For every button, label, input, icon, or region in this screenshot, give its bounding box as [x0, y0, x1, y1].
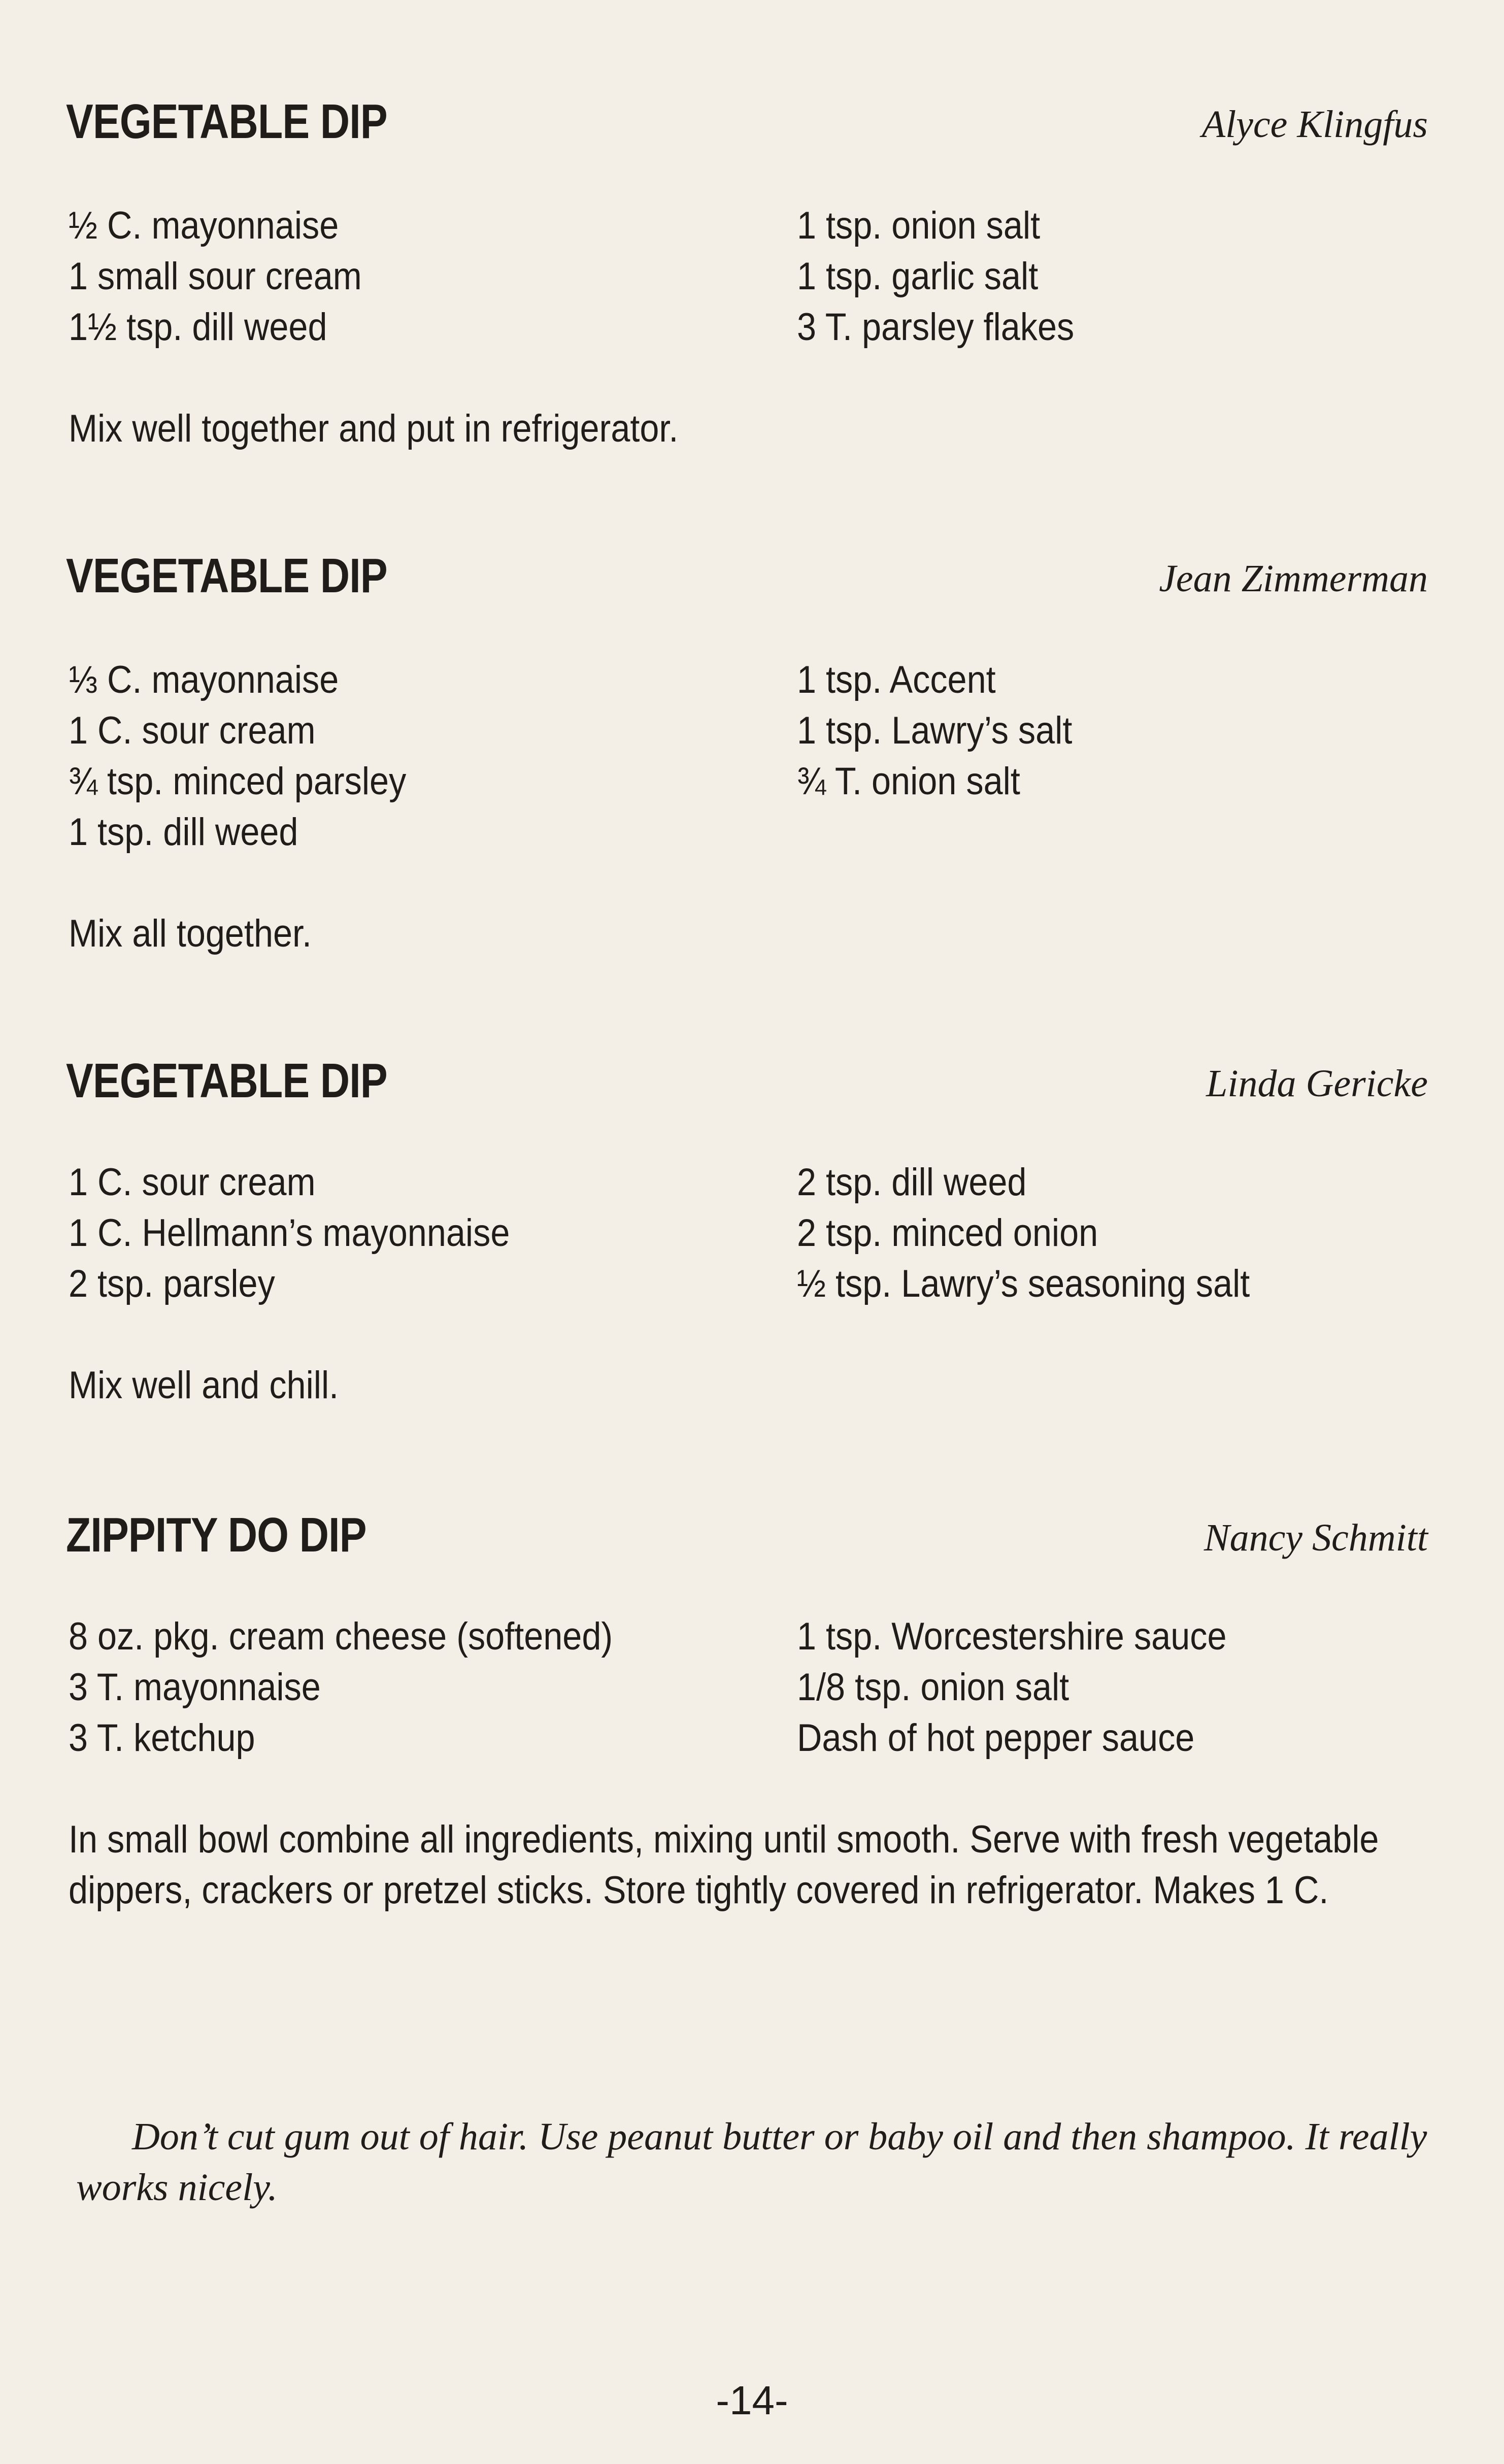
ingredient: 3 T. ketchup — [69, 1716, 255, 1760]
ingredient: 1 C. Hellmann’s mayonnaise — [69, 1211, 510, 1255]
ingredient: 1 C. sour cream — [69, 1161, 316, 1204]
ingredient: Dash of hot pepper sauce — [797, 1716, 1195, 1760]
recipe-title: VEGETABLE DIP — [66, 1054, 387, 1108]
ingredient: 1 tsp. dill weed — [69, 811, 298, 854]
ingredients-left — [69, 655, 444, 858]
ingredient: ½ tsp. Lawry’s seasoning salt — [797, 1262, 1250, 1305]
recipe-title: VEGETABLE DIP — [66, 94, 387, 149]
ingredient: ¾ T. onion salt — [797, 760, 1020, 803]
ingredients-right — [797, 1157, 1300, 1309]
recipe-instructions-line: dippers, crackers or pretzel sticks. Store tightly covered in refrigerator. Makes 1 C. — [69, 1869, 1329, 1912]
ingredient: 1 C. sour cream — [69, 709, 316, 752]
ingredients-right — [797, 655, 1103, 807]
recipe-author: Linda Gericke — [1206, 1062, 1428, 1105]
ingredient: 2 tsp. dill weed — [797, 1161, 1027, 1204]
ingredient: ½ C. mayonnaise — [69, 204, 339, 247]
recipe-author: Alyce Klingfus — [1201, 103, 1428, 146]
ingredient: 3 T. parsley flakes — [797, 306, 1075, 349]
ingredient: 1 small sour cream — [69, 255, 362, 298]
ingredients-right — [797, 200, 1105, 353]
household-tip: Don’t cut gum out of hair. Use peanut butter or baby oil and then shampoo. It really works nicely. — [76, 2115, 1427, 2209]
ingredients-left — [69, 1157, 559, 1309]
recipe-title: VEGETABLE DIP — [66, 549, 387, 603]
ingredient: 1 tsp. Lawry’s salt — [797, 709, 1073, 752]
page-number: -14- — [716, 2378, 788, 2423]
ingredient: 8 oz. pkg. cream cheese (softened) — [69, 1615, 613, 1658]
ingredient: 3 T. mayonnaise — [69, 1666, 321, 1709]
ingredient: ⅓ C. mayonnaise — [69, 658, 339, 701]
recipe-instructions: Mix well together and put in refrigerator. — [69, 407, 679, 450]
ingredient: 2 tsp. minced onion — [797, 1211, 1098, 1255]
recipe-instructions: Mix all together. — [69, 912, 312, 955]
ingredients-right — [797, 1611, 1275, 1764]
ingredient: ¾ tsp. minced parsley — [69, 760, 407, 803]
recipe-author: Jean Zimmerman — [1159, 557, 1428, 600]
recipe-title: ZIPPITY DO DIP — [66, 1508, 366, 1562]
recipe-instructions-line: In small bowl combine all ingredients, mixing until smooth. Serve with fresh vegetable — [69, 1818, 1379, 1861]
ingredient: 2 tsp. parsley — [69, 1262, 275, 1305]
ingredients-left — [69, 200, 394, 353]
recipe-instructions: Mix well and chill. — [69, 1364, 339, 1407]
ingredient: 1 tsp. Worcestershire sauce — [797, 1615, 1227, 1658]
ingredient: 1½ tsp. dill weed — [69, 306, 327, 349]
recipe-author: Nancy Schmitt — [1204, 1516, 1428, 1559]
ingredient: 1/8 tsp. onion salt — [797, 1666, 1069, 1709]
ingredient: 1 tsp. Accent — [797, 658, 996, 701]
ingredient: 1 tsp. garlic salt — [797, 255, 1039, 298]
ingredients-left — [69, 1611, 673, 1764]
ingredient: 1 tsp. onion salt — [797, 204, 1041, 247]
